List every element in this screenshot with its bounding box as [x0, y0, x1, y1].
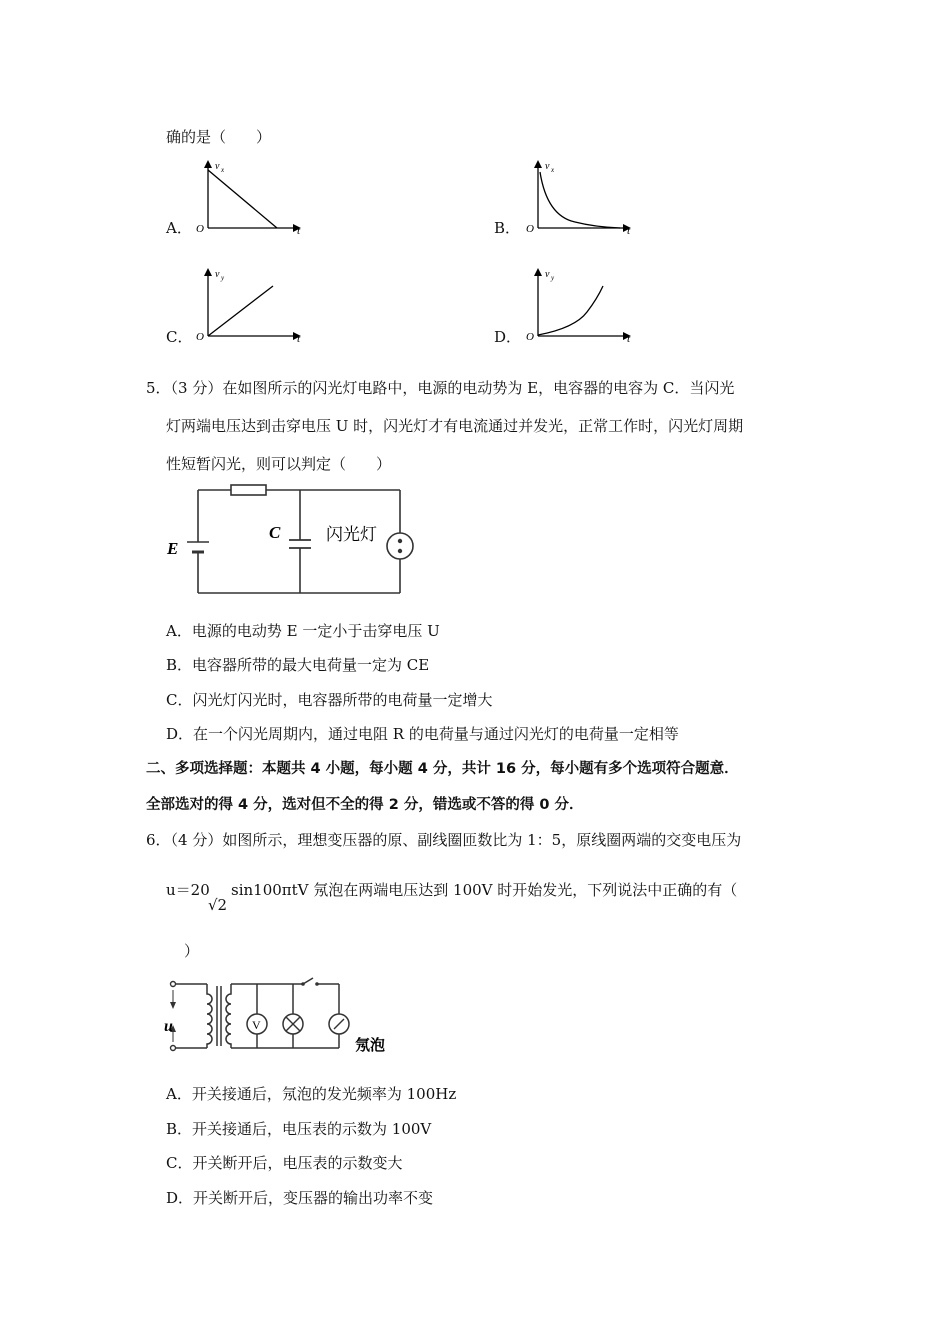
section2-heading-line1: 二、多项选择题：本题共 4 小题，每小题 4 分，共计 16 分，每小题有多个选项符合题意． — [146, 761, 739, 777]
svg-text:O: O — [526, 331, 534, 343]
q4-stem-tail: 确的是（ ） — [166, 128, 272, 146]
q6-option-a: A．开关接通后，氖泡的发光频率为 100Hz — [166, 1085, 457, 1103]
svg-text:O: O — [196, 223, 204, 235]
q5-option-d: D．在一个闪光周期内，通过电阻 R 的电荷量与通过闪光灯的电荷量一定相等 — [166, 725, 679, 743]
q5-option-c: C．闪光灯闪光时，电容器所带的电荷量一定增大 — [166, 691, 493, 709]
q6-transformer-circuit — [163, 974, 403, 1060]
svg-text:t: t — [297, 333, 301, 345]
q6-stem-line3: ） — [184, 942, 200, 960]
svg-text:x: x — [551, 166, 555, 174]
svg-text:O: O — [196, 331, 204, 343]
primary-coil-icon — [207, 984, 212, 1048]
q5-circuit-diagram — [163, 482, 423, 602]
svg-text:O: O — [526, 223, 534, 235]
voltmeter-label: V — [252, 1018, 261, 1032]
q5-option-a: A．电源的电动势 E 一定小于击穿电压 U — [166, 622, 440, 640]
secondary-coil-icon — [226, 984, 231, 1048]
q4-option-b-label: B． — [494, 219, 521, 237]
section2-heading-line2: 全部选对的得 4 分，选对但不全的得 2 分，错选或不答的得 0 分． — [146, 797, 584, 813]
q4-option-b-graph — [525, 158, 635, 238]
circuit-label-c: C — [269, 523, 281, 542]
q4-a-axis-y: v — [215, 161, 220, 172]
q6-stem-line2b: sin100πtV 氖泡在两端电压达到 100V 时开始发光，下列说法中正确的有（ — [231, 881, 738, 899]
q5-stem-line3: 性短暂闪光，则可以判定（ ） — [166, 455, 392, 473]
q5-stem-line2: 灯两端电压达到击穿电压 U 时，闪光灯才有电流通过并发光，正常工作时，闪光灯周期 — [166, 417, 744, 435]
svg-text:t: t — [627, 333, 631, 345]
q6-option-d: D．开关断开后，变压器的输出功率不变 — [166, 1189, 434, 1207]
q4-option-d-graph — [525, 266, 635, 346]
q4-option-c-graph — [195, 266, 305, 346]
svg-text:t: t — [297, 225, 301, 237]
circuit-label-lamp: 闪光灯 — [326, 525, 377, 545]
circuit-label-e: E — [167, 539, 179, 558]
q4-option-c-label: C． — [166, 328, 193, 346]
q4-option-a-graph — [195, 158, 305, 238]
q6-sqrt: √2 — [208, 896, 228, 914]
svg-text:t: t — [627, 225, 631, 237]
q6-stem-line2a: u＝20 — [166, 881, 210, 899]
resistor-icon — [231, 485, 266, 495]
svg-text:v: v — [545, 161, 550, 172]
flash-lamp-icon — [387, 533, 413, 559]
neon-bulb-label: 氖泡 — [355, 1036, 386, 1054]
q5-option-b: B．电容器所带的最大电荷量一定为 CE — [166, 656, 430, 674]
q4-option-a-label: A． — [166, 219, 192, 237]
svg-text:x: x — [221, 166, 225, 174]
q6-option-b: B．开关接通后，电压表的示数为 100V — [166, 1120, 432, 1138]
svg-text:y: y — [551, 274, 555, 282]
q5-stem-line1: 5．（3 分）在如图所示的闪光灯电路中，电源的电动势为 E，电容器的电容为 C．当闪光 — [146, 379, 735, 397]
transformer-label-u: u — [164, 1018, 173, 1035]
q4-option-d-label: D． — [494, 328, 522, 346]
terminal-icon — [171, 982, 176, 987]
svg-text:v: v — [215, 269, 220, 280]
svg-text:y: y — [221, 274, 225, 282]
q6-stem-line1: 6．（4 分）如图所示，理想变压器的原、副线圈匝数比为 1：5，原线圈两端的交变电压为 — [146, 831, 742, 849]
q6-option-c: C．开关断开后，电压表的示数变大 — [166, 1154, 403, 1172]
svg-text:v: v — [545, 269, 550, 280]
